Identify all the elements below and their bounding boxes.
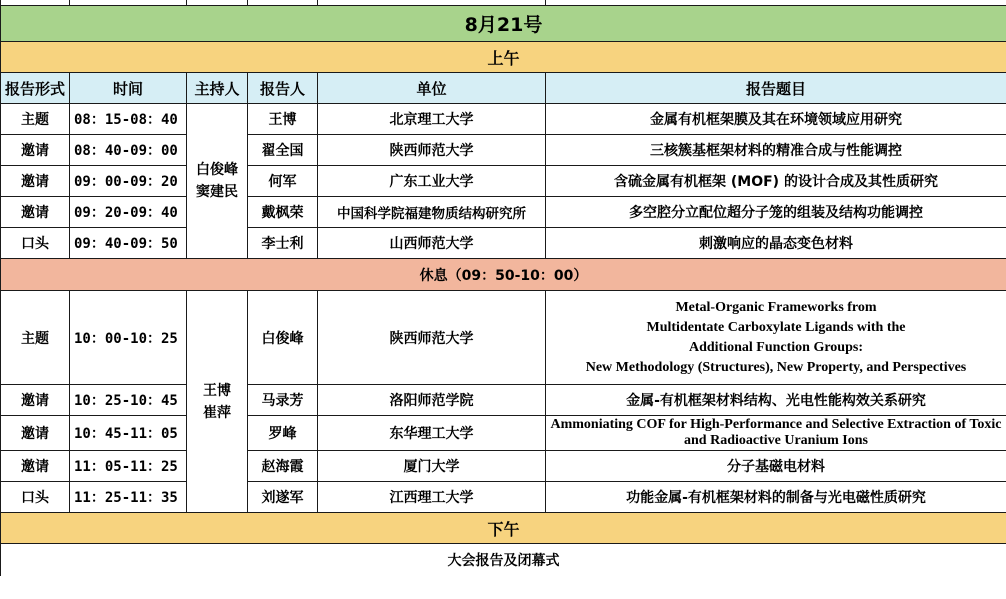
table-row	[1, 166, 1006, 197]
time-cell: 08：40-09：00	[70, 135, 187, 166]
host-name: 白俊峰	[196, 162, 238, 178]
format-cell: 邀请	[1, 197, 70, 228]
topic-cell: 金属有机框架膜及其在环境领域应用研究	[546, 104, 1006, 135]
table-row	[1, 451, 1006, 482]
speaker-cell: 翟全国	[248, 135, 318, 166]
closing-label: 大会报告及闭幕式	[1, 544, 1006, 577]
unit-cell: 中国科学院福建物质结构研究所	[318, 197, 546, 228]
table-row	[1, 135, 1006, 166]
unit-cell: 陕西师范大学	[318, 291, 546, 385]
header-topic: 报告题目	[546, 73, 1006, 104]
speaker-cell: 戴枫荣	[248, 197, 318, 228]
header-format: 报告形式	[1, 73, 70, 104]
topic-cell: 含硫金属有机框架 (MOF) 的设计合成及其性质研究	[546, 166, 1006, 197]
table-row	[1, 416, 1006, 451]
format-cell: 口头	[1, 482, 70, 513]
header-row	[1, 73, 1006, 104]
unit-cell: 陕西师范大学	[318, 135, 546, 166]
speaker-cell: 罗峰	[248, 416, 318, 451]
topic-line: Additional Function Groups:	[688, 339, 863, 355]
table-row	[1, 197, 1006, 228]
time-cell: 09：40-09：50	[70, 228, 187, 259]
format-cell: 口头	[1, 228, 70, 259]
topic-line: Multidentate Carboxylate Ligands with the	[646, 319, 906, 335]
afternoon-label: 下午	[1, 513, 1006, 544]
unit-cell: 江西理工大学	[318, 482, 546, 513]
time-cell: 09：20-09：40	[70, 197, 187, 228]
topic-line: Ammoniating COF for High-Performance and Selective Extraction of Toxic	[550, 417, 1002, 432]
break-label: 休息（09：50-10：00）	[1, 259, 1006, 291]
speaker-cell: 刘遂军	[248, 482, 318, 513]
unit-cell: 北京理工大学	[318, 104, 546, 135]
format-cell: 邀请	[1, 451, 70, 482]
unit-cell: 厦门大学	[318, 451, 546, 482]
topic-cell: 刺激响应的晶态变色材料	[546, 228, 1006, 259]
speaker-cell: 李士利	[248, 228, 318, 259]
time-cell: 10：25-10：45	[70, 385, 187, 416]
speaker-cell: 马录芳	[248, 385, 318, 416]
time-cell: 09：00-09：20	[70, 166, 187, 197]
afternoon-row	[1, 513, 1006, 544]
host-cell-group-1	[187, 104, 248, 259]
time-cell: 11：05-11：25	[70, 451, 187, 482]
topic-cell: 金属-有机框架材料结构、光电性能构效关系研究	[546, 385, 1006, 416]
format-cell: 邀请	[1, 166, 70, 197]
header-host: 主持人	[187, 73, 248, 104]
time-cell: 08：15-08：40	[70, 104, 187, 135]
host-name: 王博	[203, 382, 231, 399]
host-name: 崔萍	[203, 404, 231, 421]
table-row	[1, 228, 1006, 259]
topic-cell	[546, 291, 1006, 385]
topic-line: Metal-Organic Frameworks from	[675, 299, 877, 315]
topic-line: and Radioactive Uranium Ions	[684, 433, 868, 448]
date-title: 8月21号	[1, 6, 1006, 42]
unit-cell: 东华理工大学	[318, 416, 546, 451]
topic-cell: 多空腔分立配位超分子笼的组装及结构功能调控	[546, 197, 1006, 228]
host-cell-group-2	[187, 291, 248, 513]
host-name: 窦建民	[196, 184, 238, 200]
topic-cell: 三核簇基框架材料的精准合成与性能调控	[546, 135, 1006, 166]
closing-row	[1, 544, 1006, 577]
format-cell: 邀请	[1, 385, 70, 416]
header-speaker: 报告人	[248, 73, 318, 104]
format-cell: 邀请	[1, 135, 70, 166]
topic-cell	[546, 416, 1006, 451]
time-cell: 10：00-10：25	[70, 291, 187, 385]
speaker-cell: 白俊峰	[248, 291, 318, 385]
table-row	[1, 104, 1006, 135]
morning-row	[1, 42, 1006, 73]
unit-cell: 山西师范大学	[318, 228, 546, 259]
format-cell: 邀请	[1, 416, 70, 451]
topic-cell: 功能金属-有机框架材料的制备与光电磁性质研究	[546, 482, 1006, 513]
table-row	[1, 291, 1006, 385]
time-cell: 11：25-11：35	[70, 482, 187, 513]
table-row	[1, 482, 1006, 513]
time-cell: 10：45-11：05	[70, 416, 187, 451]
unit-cell: 洛阳师范学院	[318, 385, 546, 416]
header-time: 时间	[70, 73, 187, 104]
speaker-cell: 王博	[248, 104, 318, 135]
topic-line: New Methodology (Structures), New Property, and Perspectives	[585, 359, 967, 375]
topic-cell: 分子基磁电材料	[546, 451, 1006, 482]
header-unit: 单位	[318, 73, 546, 104]
morning-label: 上午	[1, 42, 1006, 73]
format-cell: 主题	[1, 291, 70, 385]
speaker-cell: 赵海霞	[248, 451, 318, 482]
speaker-cell: 何军	[248, 166, 318, 197]
unit-cell: 广东工业大学	[318, 166, 546, 197]
format-cell: 主题	[1, 104, 70, 135]
break-row	[1, 259, 1006, 291]
table-row	[1, 385, 1006, 416]
date-title-row	[1, 6, 1006, 42]
